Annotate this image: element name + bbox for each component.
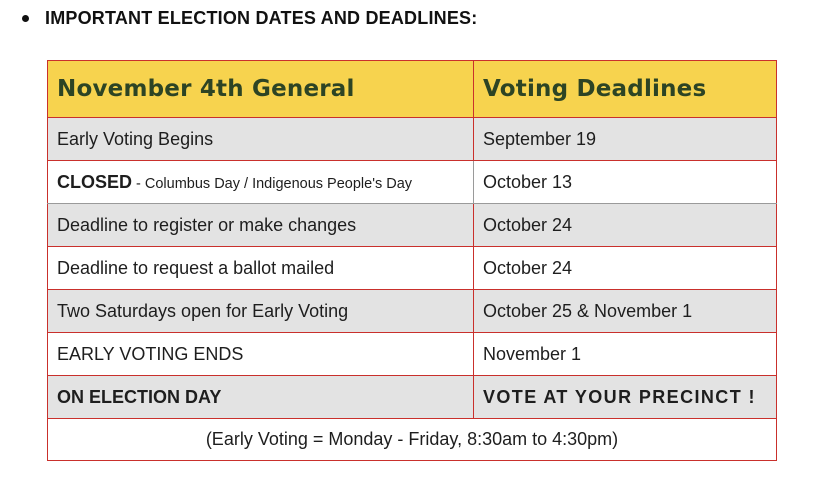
header-deadline: Voting Deadlines	[474, 61, 777, 118]
table-row	[48, 204, 777, 247]
event-cell: Two Saturdays open for Early Voting	[48, 290, 474, 333]
event-cell: Early Voting Begins	[48, 118, 474, 161]
table-row	[48, 376, 777, 419]
deadline-cell: September 19	[474, 118, 777, 161]
heading-text: IMPORTANT ELECTION DATES AND DEADLINES:	[45, 8, 478, 28]
table-row	[48, 161, 777, 204]
deadline-cell: October 24	[474, 204, 777, 247]
event-cell	[48, 161, 474, 204]
deadline-cell: October 25 & November 1	[474, 290, 777, 333]
event-cell: Deadline to request a ballot mailed	[48, 247, 474, 290]
event-cell: EARLY VOTING ENDS	[48, 333, 474, 376]
deadline-cell: October 24	[474, 247, 777, 290]
closed-label: CLOSED	[57, 171, 133, 192]
closed-reason: - Columbus Day / Indigenous People's Day	[132, 175, 413, 192]
deadline-cell: October 13	[474, 161, 777, 204]
bullet-icon	[22, 15, 29, 22]
footnote-row	[48, 419, 777, 461]
table-row	[48, 247, 777, 290]
header-event: November 4th General	[48, 61, 474, 118]
table-header-row	[48, 61, 777, 118]
section-heading	[22, 8, 477, 29]
footnote-text: (Early Voting = Monday - Friday, 8:30am to 4:30pm)	[48, 419, 777, 461]
table-row	[48, 290, 777, 333]
deadline-cell: VOTE AT YOUR PRECINCT !	[474, 376, 777, 419]
table-row	[48, 333, 777, 376]
event-cell: Deadline to register or make changes	[48, 204, 474, 247]
election-dates-table	[47, 60, 777, 461]
deadline-cell: November 1	[474, 333, 777, 376]
event-cell: ON ELECTION DAY	[48, 376, 474, 419]
table-row	[48, 118, 777, 161]
